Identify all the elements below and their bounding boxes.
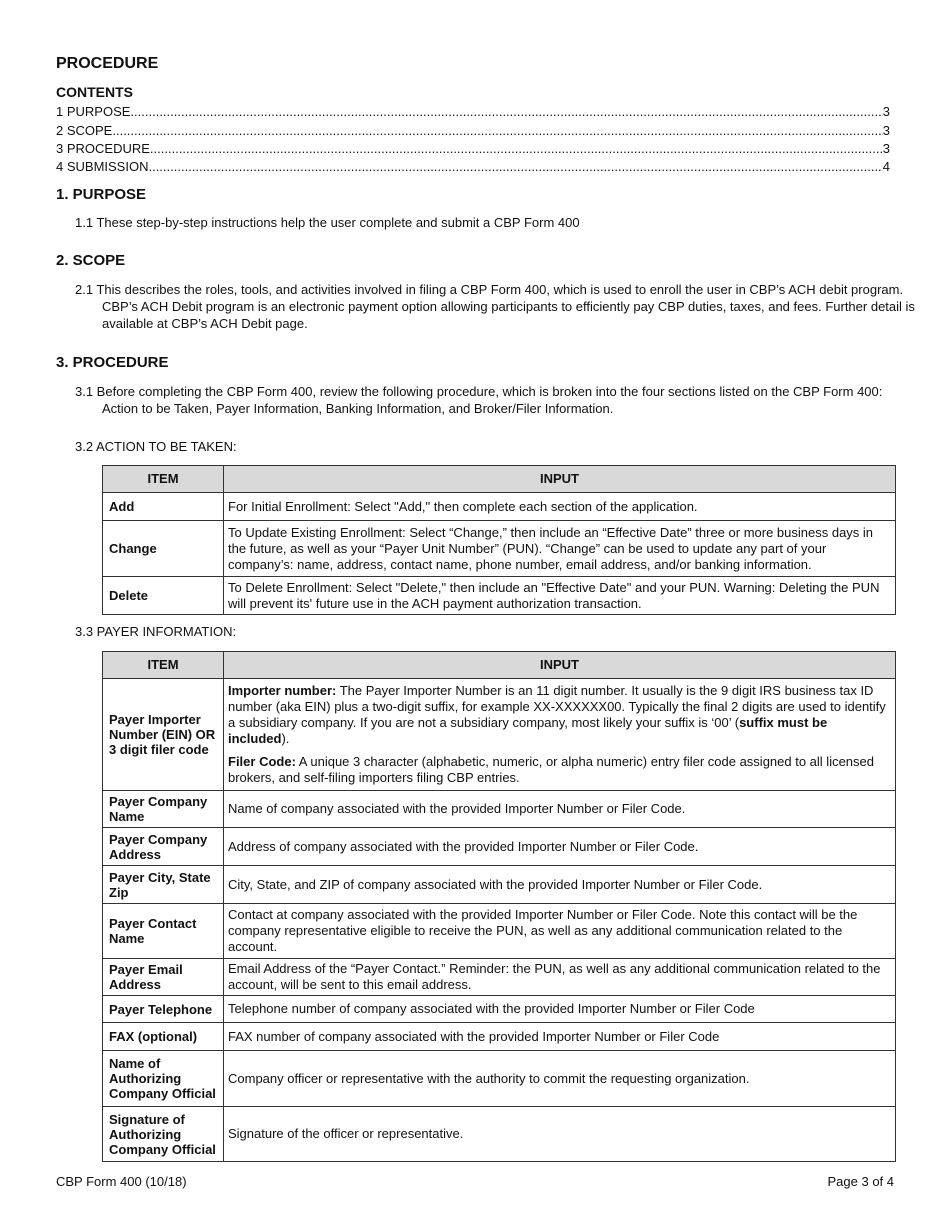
table-row (103, 577, 896, 615)
document-title: PROCEDURE (56, 55, 159, 72)
row-item: Delete (103, 577, 224, 615)
table-row (103, 679, 896, 791)
row-item: Payer City, State Zip (103, 866, 224, 904)
row-item: Change (103, 521, 224, 577)
table-row (103, 1051, 896, 1107)
table-header-row (103, 466, 896, 493)
row-input: Company officer or representative with the authority to commit the requesting organization. (224, 1051, 896, 1107)
table-header-row (103, 652, 896, 679)
table-row (103, 1023, 896, 1051)
importer-number-end: ). (281, 731, 290, 746)
footer-page-number: Page 3 of 4 (827, 1174, 894, 1189)
row-item: FAX (optional) (103, 1023, 224, 1051)
row-input: To Update Existing Enrollment: Select “Change,” then include an “Effective Date” three or more business days in the future, as well as your “Payer Unit Number” (PUN). “Change” can be used to update any part of your company’s: name, address, contact name, phone number, email address, and/or banking information. (224, 521, 896, 577)
input-column-header: INPUT (224, 652, 896, 679)
row-input: FAX number of company associated with the provided Importer Number or Filer Code (224, 1023, 896, 1051)
toc-leader (112, 123, 882, 138)
row-input: City, State, and ZIP of company associated with the provided Importer Number or Filer Code. (224, 866, 896, 904)
table-row (103, 791, 896, 828)
toc-leader (130, 104, 882, 119)
row-input: For Initial Enrollment: Select "Add," then complete each section of the application. (224, 493, 896, 521)
procedure-heading: 3. PROCEDURE (56, 354, 169, 371)
table-row (103, 904, 896, 959)
row-item: Add (103, 493, 224, 521)
row-item: Payer Email Address (103, 959, 224, 996)
table-row (103, 959, 896, 996)
item-column-header: ITEM (103, 652, 224, 679)
filer-code-text: A unique 3 character (alphabetic, numeric, or alpha numeric) entry filer code assigned to all licensed brokers, and self-filing importers filing CBP entries. (228, 754, 874, 785)
toc-page: 3 (882, 141, 890, 156)
input-column-header: INPUT (224, 466, 896, 493)
row-input: Signature of the officer or representative. (224, 1107, 896, 1162)
toc-page: 4 (882, 159, 890, 174)
purpose-heading: 1. PURPOSE (56, 186, 147, 203)
table-row (103, 996, 896, 1023)
toc-label: 2 SCOPE (56, 123, 113, 138)
importer-number-label: Importer number: (228, 683, 337, 698)
row-item: Name of Authorizing Company Official (103, 1051, 224, 1107)
row-input: To Delete Enrollment: Select "Delete," then include an "Effective Date" and your PUN. Warning: Deleting the PUN will prevent its' future use in the ACH payment authorization transaction. (224, 577, 896, 615)
payer-table (102, 651, 896, 1162)
toc-leader (150, 141, 883, 156)
suffix-required-text: suffix must be included (228, 715, 828, 746)
toc-leader (148, 159, 882, 174)
row-input (224, 679, 896, 791)
toc-entry[interactable] (56, 141, 890, 156)
toc-entry[interactable] (56, 123, 890, 138)
row-input: Name of company associated with the provided Importer Number or Filer Code. (224, 791, 896, 828)
row-item: Payer Company Name (103, 791, 224, 828)
item-column-header: ITEM (103, 466, 224, 493)
row-input: Email Address of the “Payer Contact.” Reminder: the PUN, as well as any additional communication related to the account, will be sent to this email address. (224, 959, 896, 996)
procedure-paragraph: 3.1 Before completing the CBP Form 400, review the following procedure, which is broken into the four sections listed on the CBP Form 400: Action to be Taken, Payer Information, Banking Information, and Broker/Filer Information. (75, 384, 883, 416)
row-input: Telephone number of company associated with the provided Importer Number or Filer Code (224, 996, 896, 1023)
scope-paragraph: 2.1 This describes the roles, tools, and activities involved in filing a CBP Form 400, which is used to enroll the user in CBP’s ACH debit program. CBP’s ACH Debit program is an electronic payment option allowing participants to efficiently pay CBP duties, taxes, and fees. Further detail is available at CBP’s ACH Debit page. (75, 282, 915, 331)
action-table (102, 465, 896, 615)
toc-label: 3 PROCEDURE (56, 141, 150, 156)
toc-entry[interactable] (56, 104, 890, 119)
table-row (103, 866, 896, 904)
row-input: Address of company associated with the provided Importer Number or Filer Code. (224, 828, 896, 866)
action-section-label: 3.2 ACTION TO BE TAKEN: (75, 439, 237, 454)
purpose-paragraph: 1.1 These step-by-step instructions help the user complete and submit a CBP Form 400 (75, 215, 580, 230)
importer-number-text: The Payer Importer Number is an 11 digit number. It usually is the 9 digit IRS business tax ID number (aka EIN) plus a two-digit suffix, for example XX-XXXXXX00. Typically the final 2 digits are used to identify a subsidiary company. If you are not a subsidiary company, most likely your suffix is ‘00’ ( (228, 683, 886, 730)
payer-section-label: 3.3 PAYER INFORMATION: (75, 624, 237, 639)
toc-entry[interactable] (56, 159, 890, 174)
filer-code-label: Filer Code: (228, 754, 296, 769)
table-row (103, 1107, 896, 1162)
row-input: Contact at company associated with the provided Importer Number or Filer Code. Note this contact will be the company representative eligible to receive the PUN, as well as any additional communication related to the account. (224, 904, 896, 959)
row-item: Payer Telephone (103, 996, 224, 1023)
table-row (103, 493, 896, 521)
table-row (103, 828, 896, 866)
toc-page: 3 (882, 123, 890, 138)
toc-page: 3 (882, 104, 890, 119)
contents-title: CONTENTS (56, 84, 133, 100)
footer-form-id: CBP Form 400 (10/18) (56, 1174, 187, 1189)
scope-heading: 2. SCOPE (56, 252, 126, 269)
row-item: Payer Importer Number (EIN) OR 3 digit filer code (103, 679, 224, 791)
row-item: Payer Contact Name (103, 904, 224, 959)
row-item: Signature of Authorizing Company Official (103, 1107, 224, 1162)
row-item: Payer Company Address (103, 828, 224, 866)
toc-label: 1 PURPOSE (56, 104, 131, 119)
toc-label: 4 SUBMISSION (56, 159, 149, 174)
table-row (103, 521, 896, 577)
